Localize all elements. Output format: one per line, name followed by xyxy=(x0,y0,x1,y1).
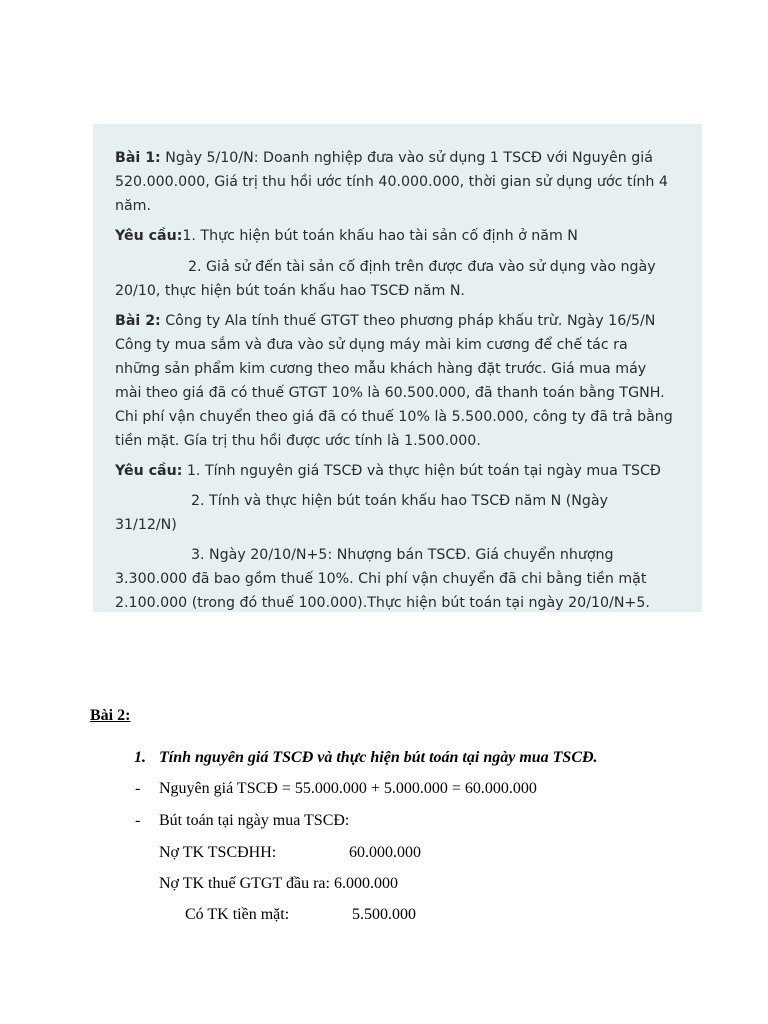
bai2-label: Bài 2: xyxy=(115,313,161,329)
bai2-line-2: Công ty mua sắm và đưa vào sử dụng máy mài kim cương để chế tác ra xyxy=(115,337,628,353)
bai2-line-4: mài theo giá đã có thuế GTGT 10% là 60.500.000, đã thanh toán bằng TGNH. xyxy=(115,385,665,401)
bullet-2-dash: - xyxy=(135,812,141,829)
entry-2-text: Nợ TK thuế GTGT đầu ra: 6.000.000 xyxy=(159,875,398,892)
item-1-number: 1. xyxy=(134,749,146,766)
bai2-requirement-1: Yêu cầu: 1. Tính nguyên giá TSCĐ và thực hiện bút toán tại ngày mua TSCĐ xyxy=(115,463,661,479)
bai2-req-label: Yêu cầu: xyxy=(115,463,183,479)
entry-3-value: 5.500.000 xyxy=(352,906,416,923)
bullet-1-dash: - xyxy=(135,780,141,797)
bai1-requirement-2-line-2: 20/10, thực hiện bút toán khấu hao TSCĐ năm N. xyxy=(115,283,465,299)
bullet-1-text: Nguyên giá TSCĐ = 55.000.000 + 5.000.000 = 60.000.000 xyxy=(159,780,537,797)
bai2-requirement-3-line-2: 3.300.000 đã bao gồm thuế 10%. Chi phí vận chuyển đã chi bằng tiền mặt xyxy=(115,571,647,587)
bai2-requirement-2-line-2: 31/12/N) xyxy=(115,517,177,533)
bai1-requirement-2-line-1: 2. Giả sử đến tài sản cố định trên được đưa vào sử dụng vào ngày xyxy=(188,259,656,275)
bullet-2-text: Bút toán tại ngày mua TSCĐ: xyxy=(159,812,350,829)
bai1-line-1: Bài 1: Ngày 5/10/N: Doanh nghiệp đưa vào sử dụng 1 TSCĐ với Nguyên giá xyxy=(115,150,653,166)
bai2-line-5: Chi phí vận chuyển theo giá đã có thuế 10% là 5.500.000, công ty đã trả bằng xyxy=(115,409,673,425)
bai1-req-label: Yêu cầu: xyxy=(115,228,183,244)
bai1-label: Bài 1: xyxy=(115,150,161,166)
entry-1-value: 60.000.000 xyxy=(349,844,421,861)
bai2-requirement-3-line-3: 2.100.000 (trong đó thuế 100.000).Thực hiện bút toán tại ngày 20/10/N+5. xyxy=(115,595,650,611)
bai1-line-3: năm. xyxy=(115,198,152,214)
bai2-line-6: tiền mặt. Gía trị thu hồi được ước tính là 1.500.000. xyxy=(115,433,481,449)
bai2-line-3: những sản phẩm kim cương theo mẫu khách hàng đặt trước. Giá mua máy xyxy=(115,361,647,377)
solution-heading: Bài 2: xyxy=(90,707,131,724)
bai2-requirement-2-line-1: 2. Tính và thực hiện bút toán khấu hao TSCĐ năm N (Ngày xyxy=(191,493,609,509)
bai2-requirement-3-line-1: 3. Ngày 20/10/N+5: Nhượng bán TSCĐ. Giá chuyển nhượng xyxy=(191,547,614,563)
bai1-line-2: 520.000.000, Giá trị thu hồi ước tính 40.000.000, thời gian sử dụng ước tính 4 xyxy=(115,174,668,190)
entry-1-label: Nợ TK TSCĐHH: xyxy=(159,844,277,861)
bai2-line-1: Bài 2: Công ty Ala tính thuế GTGT theo phương pháp khấu trừ. Ngày 16/5/N xyxy=(115,313,656,329)
entry-3-label: Có TK tiền mặt: xyxy=(185,906,290,923)
item-1-title: Tính nguyên giá TSCĐ và thực hiện bút toán tại ngày mua TSCĐ. xyxy=(159,749,598,766)
problem-statement-image xyxy=(93,124,702,612)
bai1-requirement-1: Yêu cầu:1. Thực hiện bút toán khấu hao tài sản cố định ở năm N xyxy=(115,228,578,244)
